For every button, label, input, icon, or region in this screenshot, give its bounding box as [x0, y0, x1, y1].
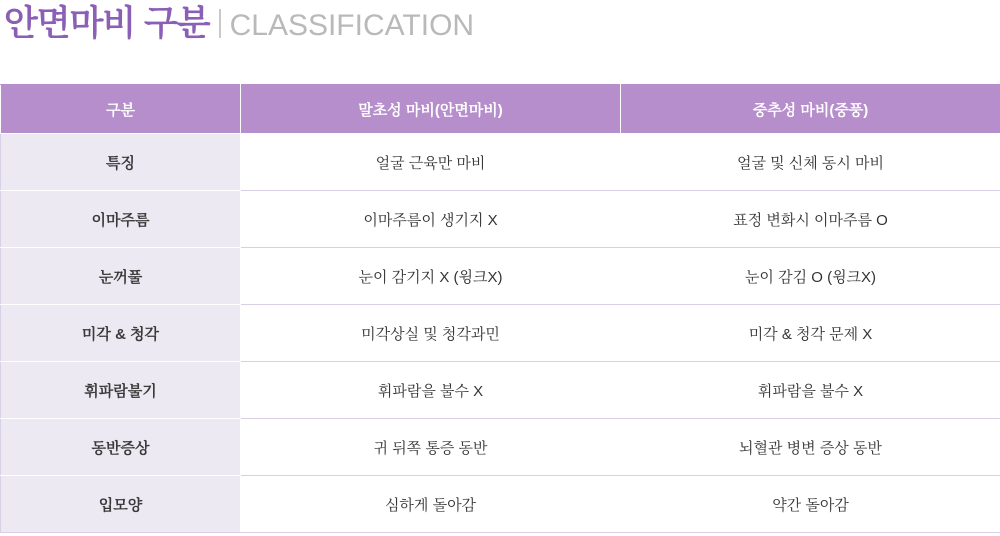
cell-peripheral: 심하게 돌아감	[241, 476, 621, 533]
row-label: 미각 & 청각	[1, 305, 241, 362]
cell-central: 눈이 감김 O (윙크X)	[621, 248, 1000, 305]
page-title	[0, 0, 1000, 58]
cell-central: 얼굴 및 신체 동시 마비	[621, 134, 1000, 191]
table-row	[1, 191, 1000, 248]
row-label: 휘파람불기	[1, 362, 241, 419]
cell-central: 미각 & 청각 문제 X	[621, 305, 1000, 362]
title-divider	[219, 9, 221, 38]
cell-peripheral: 귀 뒤쪽 통증 동반	[241, 419, 621, 476]
table-row	[1, 476, 1000, 533]
page-title-korean: 안면마비 구분	[4, 4, 210, 43]
row-label: 입모양	[1, 476, 241, 533]
row-label: 눈꺼풀	[1, 248, 241, 305]
cell-peripheral: 미각상실 및 청각과민	[241, 305, 621, 362]
table-row	[1, 134, 1000, 191]
cell-peripheral: 눈이 감기지 X (윙크X)	[241, 248, 621, 305]
cell-peripheral: 휘파람을 불수 X	[241, 362, 621, 419]
table-row	[1, 419, 1000, 476]
cell-central: 표정 변화시 이마주름 O	[621, 191, 1000, 248]
table-row	[1, 248, 1000, 305]
table-row	[1, 305, 1000, 362]
column-header-category: 구분	[1, 85, 241, 134]
cell-peripheral: 이마주름이 생기지 X	[241, 191, 621, 248]
cell-central: 뇌혈관 병변 증상 동반	[621, 419, 1000, 476]
row-label: 동반증상	[1, 419, 241, 476]
row-label: 이마주름	[1, 191, 241, 248]
page-title-english: CLASSIFICATION	[229, 9, 475, 42]
table-header	[1, 85, 1000, 134]
cell-central: 휘파람을 불수 X	[621, 362, 1000, 419]
table-body	[1, 134, 1000, 533]
table-header-row	[1, 85, 1000, 134]
column-header-central: 중추성 마비(중풍)	[621, 85, 1000, 134]
classification-table	[0, 84, 1000, 533]
column-header-peripheral: 말초성 마비(안면마비)	[241, 85, 621, 134]
table-row	[1, 362, 1000, 419]
cell-central: 약간 돌아감	[621, 476, 1000, 533]
row-label: 특징	[1, 134, 241, 191]
cell-peripheral: 얼굴 근육만 마비	[241, 134, 621, 191]
